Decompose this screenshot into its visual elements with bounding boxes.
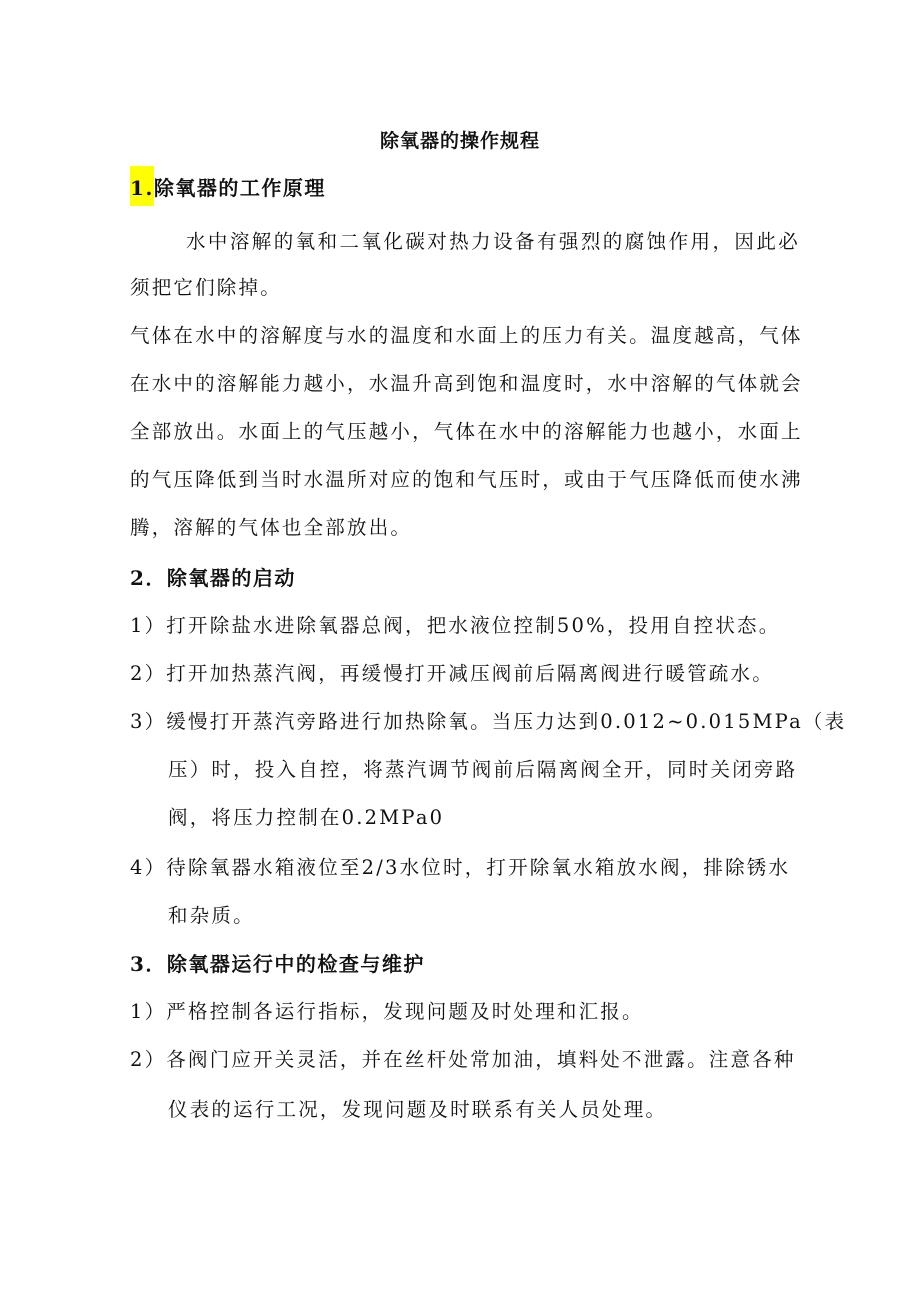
list-item: 4）待除氧器水箱液位至2/3水位时，打开除氧水箱放水阀，排除锈水 xyxy=(130,856,791,879)
list-item-continuation: 和杂质。 xyxy=(168,904,255,927)
list-item: 3）缓慢打开蒸汽旁路进行加热除氧。当压力达到0.012~0.015MPa（表 xyxy=(130,710,847,733)
paragraph-line: 水中溶解的氧和二氧化碳对热力设备有强烈的腐蚀作用，因此必 xyxy=(186,230,800,253)
section-2-heading: 2．除氧器的启动 xyxy=(130,566,296,590)
list-item-continuation: 仪表的运行工况，发现问题及时联系有关人员处理。 xyxy=(168,1098,668,1121)
paragraph-line: 在水中的溶解能力越小，水温升高到饱和温度时，水中溶解的气体就会 xyxy=(130,372,803,395)
section-1-number: 1. xyxy=(130,166,154,206)
list-item-continuation: 阀，将压力控制在0.2MPa0 xyxy=(168,806,445,829)
list-item-continuation: 压）时，投入自控，将蒸汽调节阀前后隔离阀全开，同时关闭旁路 xyxy=(168,758,798,781)
paragraph-line: 的气压降低到当时水温所对应的饱和气压时，或由于气压降低而使水沸 xyxy=(130,468,803,491)
section-3-heading: 3．除氧器运行中的检查与维护 xyxy=(130,952,425,976)
list-item: 2）各阀门应开关灵活，并在丝杆处常加油，填料处不泄露。注意各种 xyxy=(130,1048,796,1071)
section-1-title: 除氧器的工作原理 xyxy=(153,176,326,200)
paragraph-line: 腾，溶解的气体也全部放出。 xyxy=(130,516,413,539)
paragraph-line: 全部放出。水面上的气压越小，气体在水中的溶解能力也越小，水面上 xyxy=(130,420,803,443)
page-title: 除氧器的操作规程 xyxy=(379,130,540,152)
list-item: 2）打开加热蒸汽阀，再缓慢打开减压阀前后隔离阀进行暖管疏水。 xyxy=(130,662,774,685)
list-item: 1）打开除盐水进除氧器总阀，把水液位控制50%，投用自控状态。 xyxy=(130,614,781,637)
list-item: 1）严格控制各运行指标，发现问题及时处理和汇报。 xyxy=(130,1000,644,1023)
paragraph-line: 气体在水中的溶解度与水的温度和水面上的压力有关。温度越高，气体 xyxy=(130,324,803,347)
section-1-heading xyxy=(130,172,800,201)
paragraph-line: 须把它们除掉。 xyxy=(130,276,282,299)
